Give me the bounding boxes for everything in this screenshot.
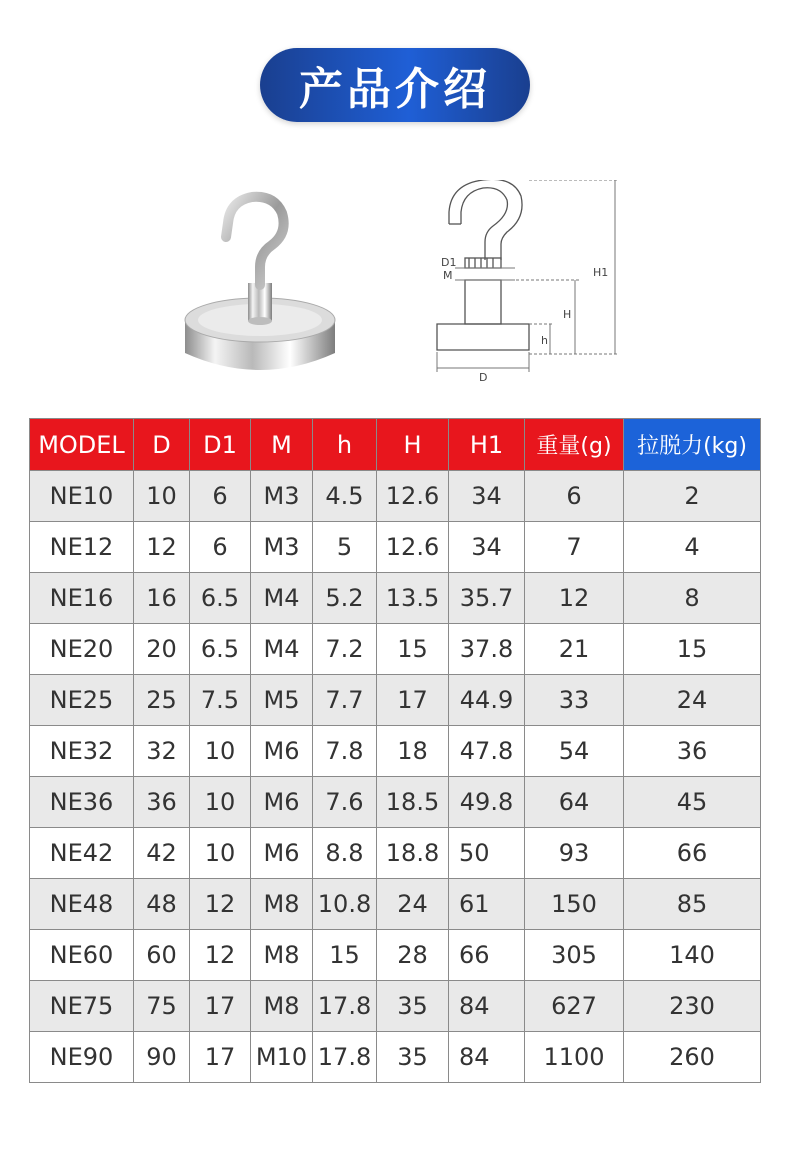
table-cell: 47.8	[449, 726, 525, 777]
col-header: 重量(g)	[525, 419, 624, 471]
table-cell: 10	[190, 726, 251, 777]
table-cell: 7.8	[313, 726, 377, 777]
table-cell: 10	[190, 828, 251, 879]
table-cell: 35	[377, 1032, 449, 1083]
table-cell: 24	[624, 675, 761, 726]
table-cell: M6	[251, 828, 313, 879]
table-cell: 32	[134, 726, 190, 777]
table-cell: M8	[251, 930, 313, 981]
table-cell: NE32	[30, 726, 134, 777]
col-header: D	[134, 419, 190, 471]
table-cell: M3	[251, 471, 313, 522]
table-cell: 36	[134, 777, 190, 828]
table-cell: 24	[377, 879, 449, 930]
table-cell: NE42	[30, 828, 134, 879]
table-cell: 84	[449, 1032, 525, 1083]
table-cell: 12	[134, 522, 190, 573]
table-cell: 17.8	[313, 1032, 377, 1083]
table-cell: 5.2	[313, 573, 377, 624]
label-d1: D1	[441, 256, 457, 269]
col-header: D1	[190, 419, 251, 471]
table-cell: 85	[624, 879, 761, 930]
table-cell: 34	[449, 522, 525, 573]
table-cell: 12.6	[377, 471, 449, 522]
table-row	[30, 624, 761, 675]
table-cell: 260	[624, 1032, 761, 1083]
table-cell: 60	[134, 930, 190, 981]
table-cell: 17	[377, 675, 449, 726]
table-cell: 17	[190, 981, 251, 1032]
table-cell: 90	[134, 1032, 190, 1083]
table-cell: 4.5	[313, 471, 377, 522]
table-cell: 12	[190, 930, 251, 981]
table-cell: 7.6	[313, 777, 377, 828]
table-cell: M3	[251, 522, 313, 573]
table-cell: NE12	[30, 522, 134, 573]
table-cell: 8.8	[313, 828, 377, 879]
table-cell: 54	[525, 726, 624, 777]
table-cell: M8	[251, 981, 313, 1032]
table-cell: 150	[525, 879, 624, 930]
table-row	[30, 1032, 761, 1083]
dimension-drawing	[425, 180, 635, 390]
table-cell: NE36	[30, 777, 134, 828]
table-cell: 75	[134, 981, 190, 1032]
table-cell: 84	[449, 981, 525, 1032]
table-cell: 4	[624, 522, 761, 573]
table-cell: 15	[313, 930, 377, 981]
table-cell: 44.9	[449, 675, 525, 726]
table-cell: 15	[624, 624, 761, 675]
table-cell: 12	[190, 879, 251, 930]
table-row	[30, 930, 761, 981]
table-cell: 35.7	[449, 573, 525, 624]
table-row	[30, 777, 761, 828]
table-cell: 37.8	[449, 624, 525, 675]
table-cell: 12.6	[377, 522, 449, 573]
table-cell: 66	[624, 828, 761, 879]
table-cell: 18	[377, 726, 449, 777]
col-header: H	[377, 419, 449, 471]
table-cell: 66	[449, 930, 525, 981]
table-cell: 8	[624, 573, 761, 624]
table-cell: 93	[525, 828, 624, 879]
table-cell: 5	[313, 522, 377, 573]
table-cell: M6	[251, 726, 313, 777]
table-cell: 25	[134, 675, 190, 726]
table-cell: 6	[190, 522, 251, 573]
table-row	[30, 879, 761, 930]
table-row	[30, 828, 761, 879]
table-cell: 42	[134, 828, 190, 879]
table-cell: 230	[624, 981, 761, 1032]
table-cell: 18.8	[377, 828, 449, 879]
table-header-row	[30, 419, 761, 471]
table-cell: 140	[624, 930, 761, 981]
table-cell: M10	[251, 1032, 313, 1083]
table-cell: 10.8	[313, 879, 377, 930]
spec-table	[29, 418, 761, 1083]
table-cell: 36	[624, 726, 761, 777]
table-cell: 305	[525, 930, 624, 981]
table-row	[30, 573, 761, 624]
table-cell: 6	[525, 471, 624, 522]
table-cell: 16	[134, 573, 190, 624]
table-row	[30, 981, 761, 1032]
table-cell: NE60	[30, 930, 134, 981]
table-cell: 17	[190, 1032, 251, 1083]
table-cell: M4	[251, 573, 313, 624]
table-cell: 627	[525, 981, 624, 1032]
col-header: M	[251, 419, 313, 471]
table-cell: 33	[525, 675, 624, 726]
table-cell: NE48	[30, 879, 134, 930]
table-cell: 12	[525, 573, 624, 624]
table-cell: 28	[377, 930, 449, 981]
table-cell: 21	[525, 624, 624, 675]
table-cell: 6.5	[190, 573, 251, 624]
table-cell: 1100	[525, 1032, 624, 1083]
table-cell: 64	[525, 777, 624, 828]
table-cell: 7	[525, 522, 624, 573]
table-cell: 15	[377, 624, 449, 675]
table-cell: 13.5	[377, 573, 449, 624]
table-cell: NE16	[30, 573, 134, 624]
label-h: H	[563, 308, 572, 321]
table-row	[30, 675, 761, 726]
table-cell: 10	[134, 471, 190, 522]
table-cell: 6	[190, 471, 251, 522]
table-cell: NE90	[30, 1032, 134, 1083]
label-d: D	[479, 371, 488, 384]
table-row	[30, 522, 761, 573]
col-header: 拉脱力(kg)	[624, 419, 761, 471]
table-cell: 61	[449, 879, 525, 930]
table-cell: 49.8	[449, 777, 525, 828]
table-cell: 7.5	[190, 675, 251, 726]
table-cell: 35	[377, 981, 449, 1032]
section-title: 产品介绍	[299, 64, 491, 115]
label-h-small: h	[541, 334, 548, 347]
col-header: H1	[449, 419, 525, 471]
table-cell: 45	[624, 777, 761, 828]
label-h1: H1	[593, 266, 609, 279]
table-cell: NE75	[30, 981, 134, 1032]
table-row	[30, 471, 761, 522]
table-cell: M5	[251, 675, 313, 726]
table-cell: 48	[134, 879, 190, 930]
table-cell: 34	[449, 471, 525, 522]
table-cell: NE20	[30, 624, 134, 675]
table-cell: M6	[251, 777, 313, 828]
table-cell: 7.2	[313, 624, 377, 675]
label-m: M	[443, 269, 453, 282]
col-header: h	[313, 419, 377, 471]
col-header: MODEL	[30, 419, 134, 471]
table-cell: M4	[251, 624, 313, 675]
product-photo	[170, 175, 350, 390]
section-title-banner	[260, 48, 530, 122]
table-cell: 10	[190, 777, 251, 828]
table-cell: 6.5	[190, 624, 251, 675]
table-cell: 7.7	[313, 675, 377, 726]
table-cell: 2	[624, 471, 761, 522]
table-cell: 50	[449, 828, 525, 879]
table-cell: NE25	[30, 675, 134, 726]
table-cell: M8	[251, 879, 313, 930]
table-cell: 17.8	[313, 981, 377, 1032]
table-row	[30, 726, 761, 777]
table-cell: 20	[134, 624, 190, 675]
table-cell: NE10	[30, 471, 134, 522]
table-cell: 18.5	[377, 777, 449, 828]
